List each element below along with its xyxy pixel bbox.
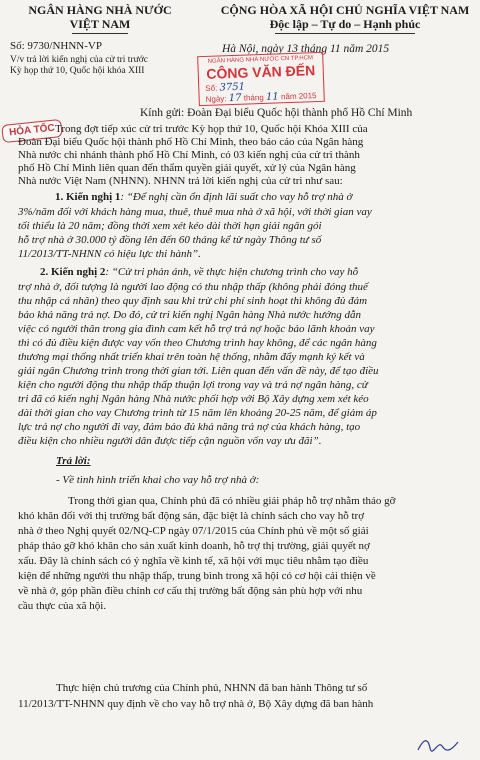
stamp-month-label: tháng — [243, 92, 264, 103]
rec2-line: bảo khả năng trả nợ. Do đó, cử tri kiến nghị Ngân hàng Nhà nước hướng dẫn — [18, 309, 361, 321]
answer-line: kiện để những người thu nhập thấp, trung bình trong xã hội có cơ hội cải thiện về — [18, 570, 376, 582]
nation-underline — [275, 33, 415, 34]
intro-line: Trong đợt tiếp xúc cử tri trước Kỳ họp thứ 10, Quốc hội Khóa XIII của — [55, 123, 368, 135]
org-underline — [72, 33, 128, 34]
greeting: Kính gửi: Đoàn Đại biểu Quốc hội thành phố Hồ Chí Minh — [140, 107, 413, 119]
intro-line: phố Hồ Chí Minh liên quan đến thẩm quyền giải quyết, xử lý của Ngân hàng — [18, 162, 356, 174]
intro-line: Nhà nước chi nhánh thành phố Hồ Chí Minh, có 03 kiến nghị của cử tri thành — [18, 149, 360, 161]
rec2-line: lực trả nợ cho người đi vay, đảm bảo đủ khả năng trả nợ của khách hàng, tạo — [18, 421, 361, 433]
answer-line: xấu. Đây là chính sách có ý nghĩa về kinh tế, xã hội với mục tiêu nhằm tạo điều — [18, 555, 369, 567]
answer-label: Trả lời: — [56, 455, 91, 467]
answer-line: pháp tháo gỡ khó khăn cho sản xuất kinh doanh, hỗ trợ thị trường, giải quyết nợ — [18, 540, 370, 552]
rec2-line: thu nhập cá nhân) theo quy định sau khi trừ chi phí sinh hoạt thì không đủ đảm — [18, 295, 368, 307]
rec2-line: kiện cho người động thu nhập thấp thuận lợi trong vay và trả nợ ngân hàng, cử — [18, 379, 368, 391]
rec1-line: 11/2013/TT-NHNN có hiệu lực thi hành”. — [18, 248, 201, 260]
handwritten-initials — [416, 736, 460, 754]
rec2-line: giải ngân Chương trình trong thời gian tới. Liên quan đến vấn đề này, để tạo điều — [18, 365, 379, 377]
stamp-issuer: NGÂN HÀNG NHÀ NƯỚC CN TP.HCM — [207, 55, 314, 65]
subject-line-1: V/v trả lời kiến nghị của cử tri trước — [10, 55, 149, 65]
rec1-line: tối thiểu là 20 năm; đồng thời xem xét kéo dài thời hạn giải ngân gói — [18, 220, 322, 232]
answer-line: nhà ở theo Nghị quyết 02/NQ-CP ngày 07/1/2015 của Chính phủ về một số giải — [18, 525, 369, 537]
org-line-1: NGÂN HÀNG NHÀ NƯỚC — [28, 3, 172, 17]
urgent-stamp: HỎA TỐC — [1, 119, 63, 143]
nation-line-1: CỘNG HÒA XÃ HỘI CHỦ NGHĨA VIỆT NAM — [220, 3, 470, 17]
rec1-line: hỗ trợ nhà ở 30.000 tỷ đồng lên đến 60 tháng kể từ ngày Thông tư số — [18, 234, 322, 246]
rec2-text: : “Cử tri phản ánh, về thực hiện chương trình cho vay hỗ — [105, 266, 359, 278]
document-number: Số: 9730/NHNN-VP — [10, 40, 102, 52]
org-line-2: VIỆT NAM — [69, 17, 131, 31]
rec2-line: điều kiện cho nhiều người dân được tiếp cận nguồn vốn vay ưu đãi”. — [18, 435, 322, 447]
stamp-day: 17 — [228, 92, 242, 105]
rec2-first-line — [40, 266, 358, 279]
answer-line: khó khăn đối với thị trường bất động sản, đặc biệt là chính sách cho vay hỗ trợ — [18, 510, 365, 522]
closing-line: 11/2013/TT-NHNN quy định về cho vay hỗ trợ nhà ở, Bộ Xây dựng đã ban hành — [18, 698, 374, 710]
issuer-org — [10, 3, 190, 31]
stamp-number-value: 3751 — [219, 81, 246, 94]
answer-line: cầu thực của xã hội. — [18, 600, 107, 612]
rec2-line: việc có người thân trong gia đình cam kết hỗ trợ trả nợ hoặc bảo lãnh khoản vay — [18, 323, 375, 335]
rec1-first-line — [55, 191, 352, 204]
rec2-line: trợ nhà ở, đối tượng là người lao động có thu nhập thấp (không phải đóng thuế — [18, 281, 368, 293]
intro-line: Nhà nước Việt Nam (NHNN). NHNN trả lời kiến nghị của cử tri như sau: — [18, 175, 343, 187]
rec2-line: tri đã có kiến nghị Ngân hàng Nhà nước phối hợp với Bộ Xây dựng xem xét kéo — [18, 393, 369, 405]
answer-line: về nhà ở, góp phần điều chỉnh cơ cấu thị trường bất động sản phù hợp với nhu — [18, 585, 363, 597]
rec2-line: thì có đủ điều kiện được vay vốn theo Chương trình hay không, để các ngân hàng — [18, 337, 377, 349]
answer-subheading: - Về tình hình triển khai cho vay hỗ trợ nhà ở: — [56, 474, 260, 486]
rec1-line: 3%/năm đối với khách hàng mua, thuê, thuê mua nhà ở xã hội, với thời gian vay — [18, 206, 372, 218]
stamp-number-label: Số: — [205, 83, 218, 93]
answer-line: Trong thời gian qua, Chính phủ đã có nhiều giải pháp hỗ trợ nhằm tháo gỡ — [68, 495, 396, 507]
nation-line-2: Độc lập – Tự do – Hạnh phúc — [269, 17, 421, 31]
rec1-text: : “Để nghị cần ổn định lãi suất cho vay hỗ trợ nhà ở — [120, 191, 353, 203]
rec2-label: 2. Kiến nghị 2 — [40, 266, 106, 278]
intro-line: Đoàn Đại biểu Quốc hội thành phố Hồ Chí Minh, theo báo cáo của Ngân hàng — [18, 136, 364, 148]
national-title — [215, 3, 475, 31]
stamp-year-label: năm 2015 — [280, 91, 317, 102]
initials-scribble-icon — [416, 736, 460, 754]
stamp-title: CÔNG VĂN ĐẾN — [206, 62, 316, 82]
closing-line: Thực hiện chủ trương của Chính phủ, NHNN đã ban hành Thông tư số — [56, 682, 368, 694]
rec1-label: 1. Kiến nghị 1 — [55, 191, 121, 203]
stamp-day-label: Ngày: — [205, 94, 227, 104]
stamp-month: 11 — [265, 91, 279, 103]
place-and-date: Hà Nội, ngày 13 tháng 11 năm 2015 — [222, 43, 390, 55]
rec2-line: thương mại thống nhất triển khai trên toàn hệ thống, nhằm đẩy mạnh ký kết và — [18, 351, 365, 363]
subject-line-2: Kỳ họp thứ 10, Quốc hội khóa XIII — [10, 66, 145, 76]
received-stamp — [197, 52, 325, 106]
document-subject — [10, 55, 148, 77]
rec2-line: dài thời gian cho vay Chương trình từ 15 năm lên khoảng 20-25 năm, để giảm áp — [18, 407, 377, 419]
